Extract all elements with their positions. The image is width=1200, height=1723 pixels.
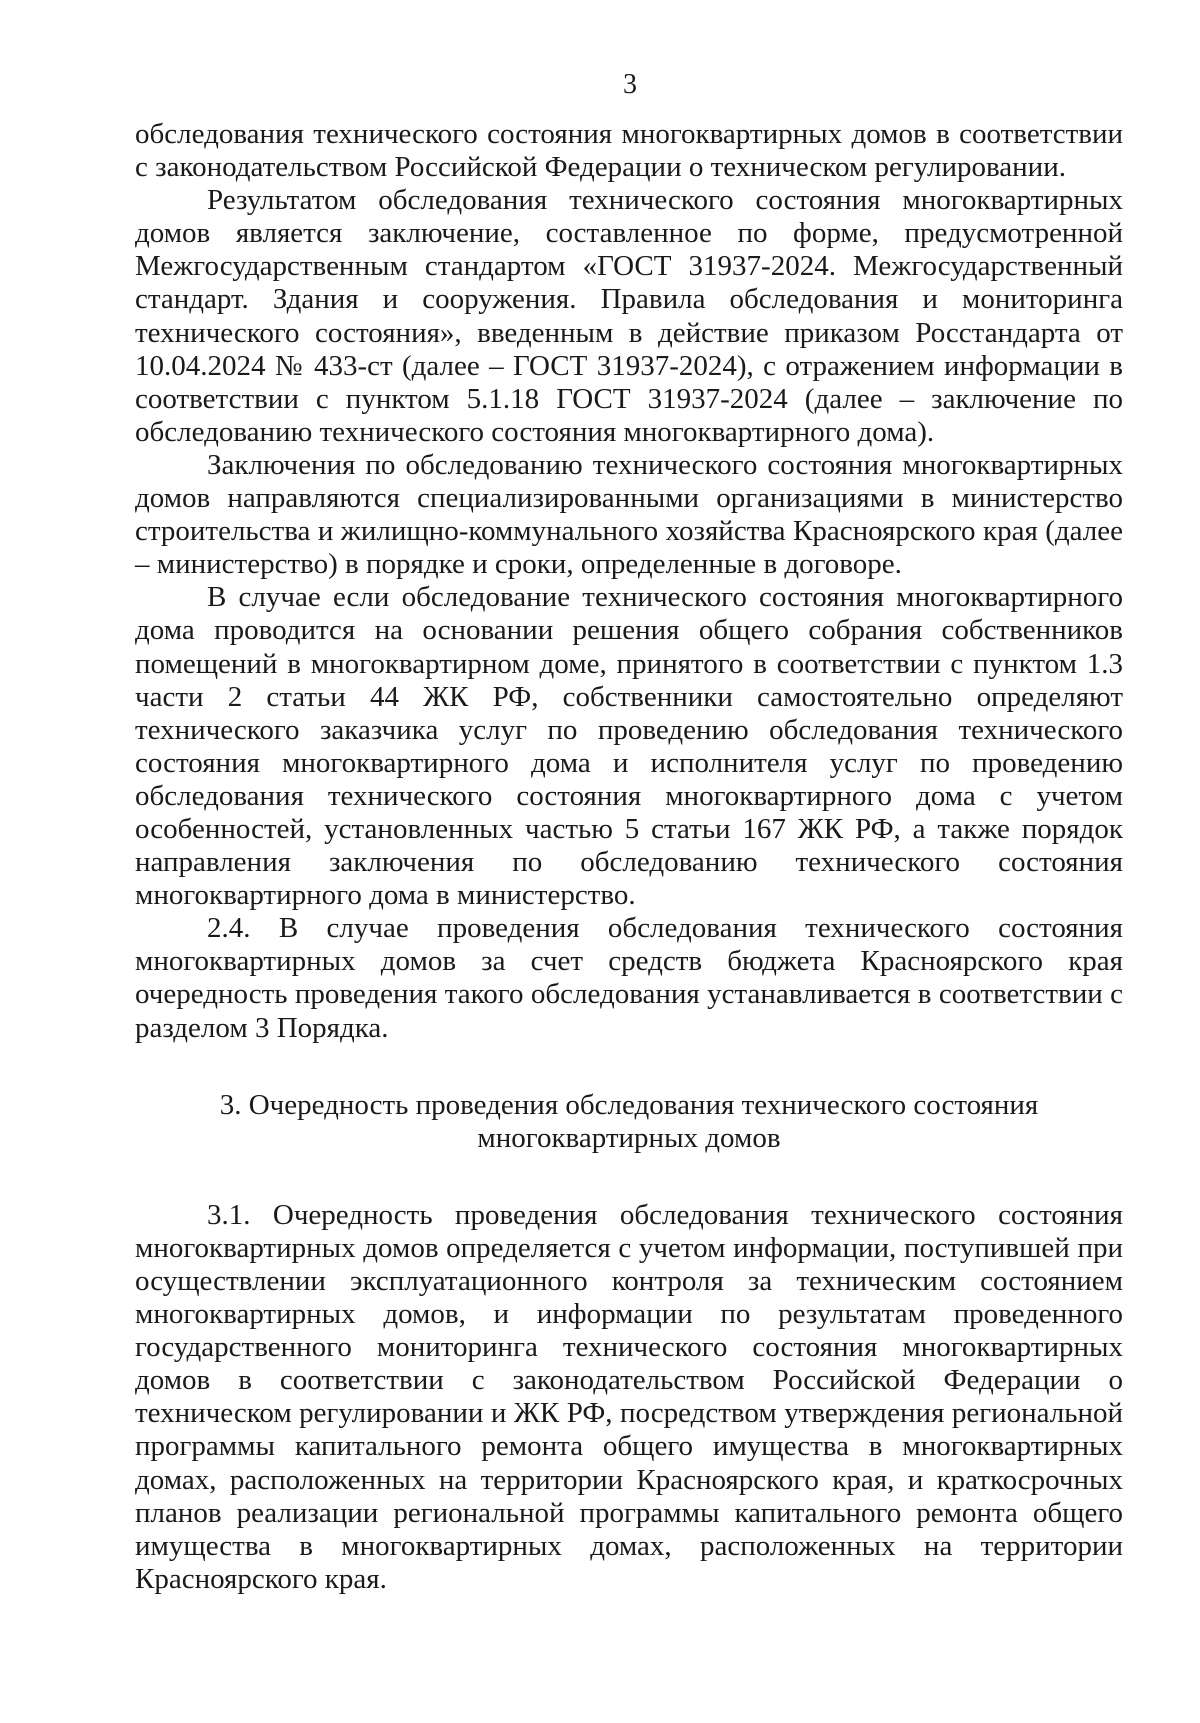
paragraph-clause-2-4: 2.4. В случае проведения обследования технического состояния многоквартирных домов за счет средств бюджета Красноярского края очередность проведения такого обследования устанавливается в соответствии с разделом 3 Порядка. bbox=[135, 912, 1123, 1044]
section-heading-line-1: 3. Очередность проведения обследования технического состояния bbox=[219, 1088, 1039, 1121]
paragraph-clause-3-1: 3.1. Очередность проведения обследования технического состояния многоквартирных домов определяется с учетом информации, поступившей при осуществлении эксплуатационного контроля за техническим состоянием многоквартирных домов, и информации по результатам проведенного государственного мониторинга технического состояния многоквартирных домов в соответствии с законодательством Российской Федерации о техническом регулировании и ЖК РФ, посредством утверждения региональной программы капитального ремонта общего имущества в многоквартирных домах, расположенных на территории Красноярского края, и краткосрочных планов реализации региональной программы капитального ремонта общего имущества в многоквартирных домах, расположенных на территории Красноярского края. bbox=[135, 1198, 1123, 1595]
paragraph-owners-decision: В случае если обследование технического состояния многоквартирного дома проводится на основании решения общего собрания собственников помещений в многоквартирном доме, принятого в соответствии с пунктом 1.3 части 2 статьи 44 ЖК РФ, собственники самостоятельно определяют технического заказчика услуг по проведению обследования технического состояния многоквартирного дома и исполнителя услуг по проведению обследования технического состояния многоквартирного дома с учетом особенностей, установленных частью 5 статьи 167 ЖК РФ, а также порядок направления заключения по обследованию технического состояния многоквартирного дома в министерство. bbox=[135, 581, 1123, 912]
document-body bbox=[135, 118, 1123, 1596]
paragraph-conclusions-submission: Заключения по обследованию технического состояния многоквартирных домов направляются специализированными организациями в министерство строительства и жилищно-коммунального хозяйства Красноярского края (далее – министерство) в порядке и сроки, определенные в договоре. bbox=[135, 448, 1123, 581]
page-number: 3 bbox=[623, 69, 637, 100]
paragraph-conclusion-form: Результатом обследования технического состояния многоквартирных домов является заключение, составленное по форме, предусмотренной Межгосударственным стандартом «ГОСТ 31937-2024. Межгосударственный стандарт. Здания и сооружения. Правила обследования и мониторинга технического состояния», введенным в действие приказом Росстандарта от 10.04.2024 № 433-ст (далее – ГОСТ 31937-2024), с отражением информации в соответствии с пунктом 5.1.18 ГОСТ 31937-2024 (далее – заключение по обследованию технического состояния многоквартирного дома). bbox=[135, 184, 1123, 448]
section-heading-line-2: многоквартирных домов bbox=[477, 1121, 781, 1154]
section-3-heading bbox=[135, 1089, 1123, 1155]
paragraph-continuation: обследования технического состояния многоквартирных домов в соответствии с законодательством Российской Федерации о техническом регулировании. bbox=[135, 118, 1123, 184]
